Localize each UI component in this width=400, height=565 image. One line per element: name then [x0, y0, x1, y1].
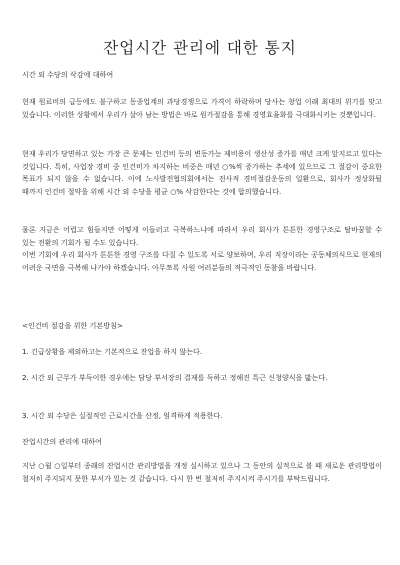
paragraph-labor-cost: 현재 우리가 당면하고 있는 가장 큰 문제는 인건비 등의 변동가능 제비용이 생산성 증가를 매년 크게 앞지르고 있다는 것입니다. 특히, 사업장 경비 중 인건비가 차지하는 비중은 매년 ○%씩 증가하는 추세에 있으므로 그 절감이 중요한 목표가 되지 않을 수 없습니다. 이에 노사발전협의회에서는 전사적 경비절감운동의 일환으로, 회사가 정상화될 때까지 인건비 절약을 위해 시간 외 수당을 평균 ○% 삭감한다는 것에 합의했습니다.: [22, 149, 382, 196]
basic-policy-heading: <인건비 절감을 위한 기본방침>: [22, 321, 123, 330]
paragraph-cooperation: 물론 지금은 어렵고 힘들지만 어떻게 이들러고 극복하느냐에 따라서 우리 회사가 튼튼한 경영구조로 탈바꿈할 수 있는 전환의 기회가 될 수도 있습니다. 이번 기회에 우리 회사가 튼튼한 경영 구조를 다질 수 있도록 서로 양보하며, 우리 직장이라는 공동체의식으로 현재의 어려운 국면을 극복해 나가야 하겠습니다. 아무쪼록 사원 여러분들의 적극적인 동참을 바랍니다.: [22, 225, 382, 272]
policy-item-3: 3. 시간 외 수당은 실절적인 근로시간을 산정, 엄격하게 적용한다.: [22, 411, 223, 420]
document-title: 잔업시간 관리에 대한 통지: [103, 39, 297, 57]
policy-item-1: 1. 긴급상황을 제외하고는 기본적으로 잔업을 하지 않는다.: [22, 347, 203, 356]
paragraph-crisis: 현재 원료비의 급등에도 불구하고 동종업계의 과당경쟁으로 가격이 하락하며 당사는 창업 이래 최대의 위기를 맞고 있습니다. 이러한 상황에서 우리가 살아 남는 방법은 바로 원가절감을 통해 경영효율화를 극대화시키는 것뿐입니다.: [22, 97, 382, 119]
section-heading-overtime-cut: 시간 외 수당의 삭감에 대하여: [22, 70, 114, 79]
policy-item-2: 2. 시간 외 근무가 부득이한 경우에는 담당 부서장의 결재를 득하고 정해진 특근 신청양식을 밟는다.: [22, 373, 328, 382]
paragraph-management: 지난 ○월 ○일부터 종래의 잔업시간 관리방법을 개정 실시하고 있으나 그 동안의 실적으로 볼 때 새로운 관리방법이 철저히 주지되지 못한 부서가 있는 것 같습니다. 다시 한 번 철저히 주지시켜 주시기를 부탁드립니다.: [22, 461, 382, 483]
section-heading-overtime-management: 잔업시간의 관리에 대하여: [22, 437, 102, 446]
